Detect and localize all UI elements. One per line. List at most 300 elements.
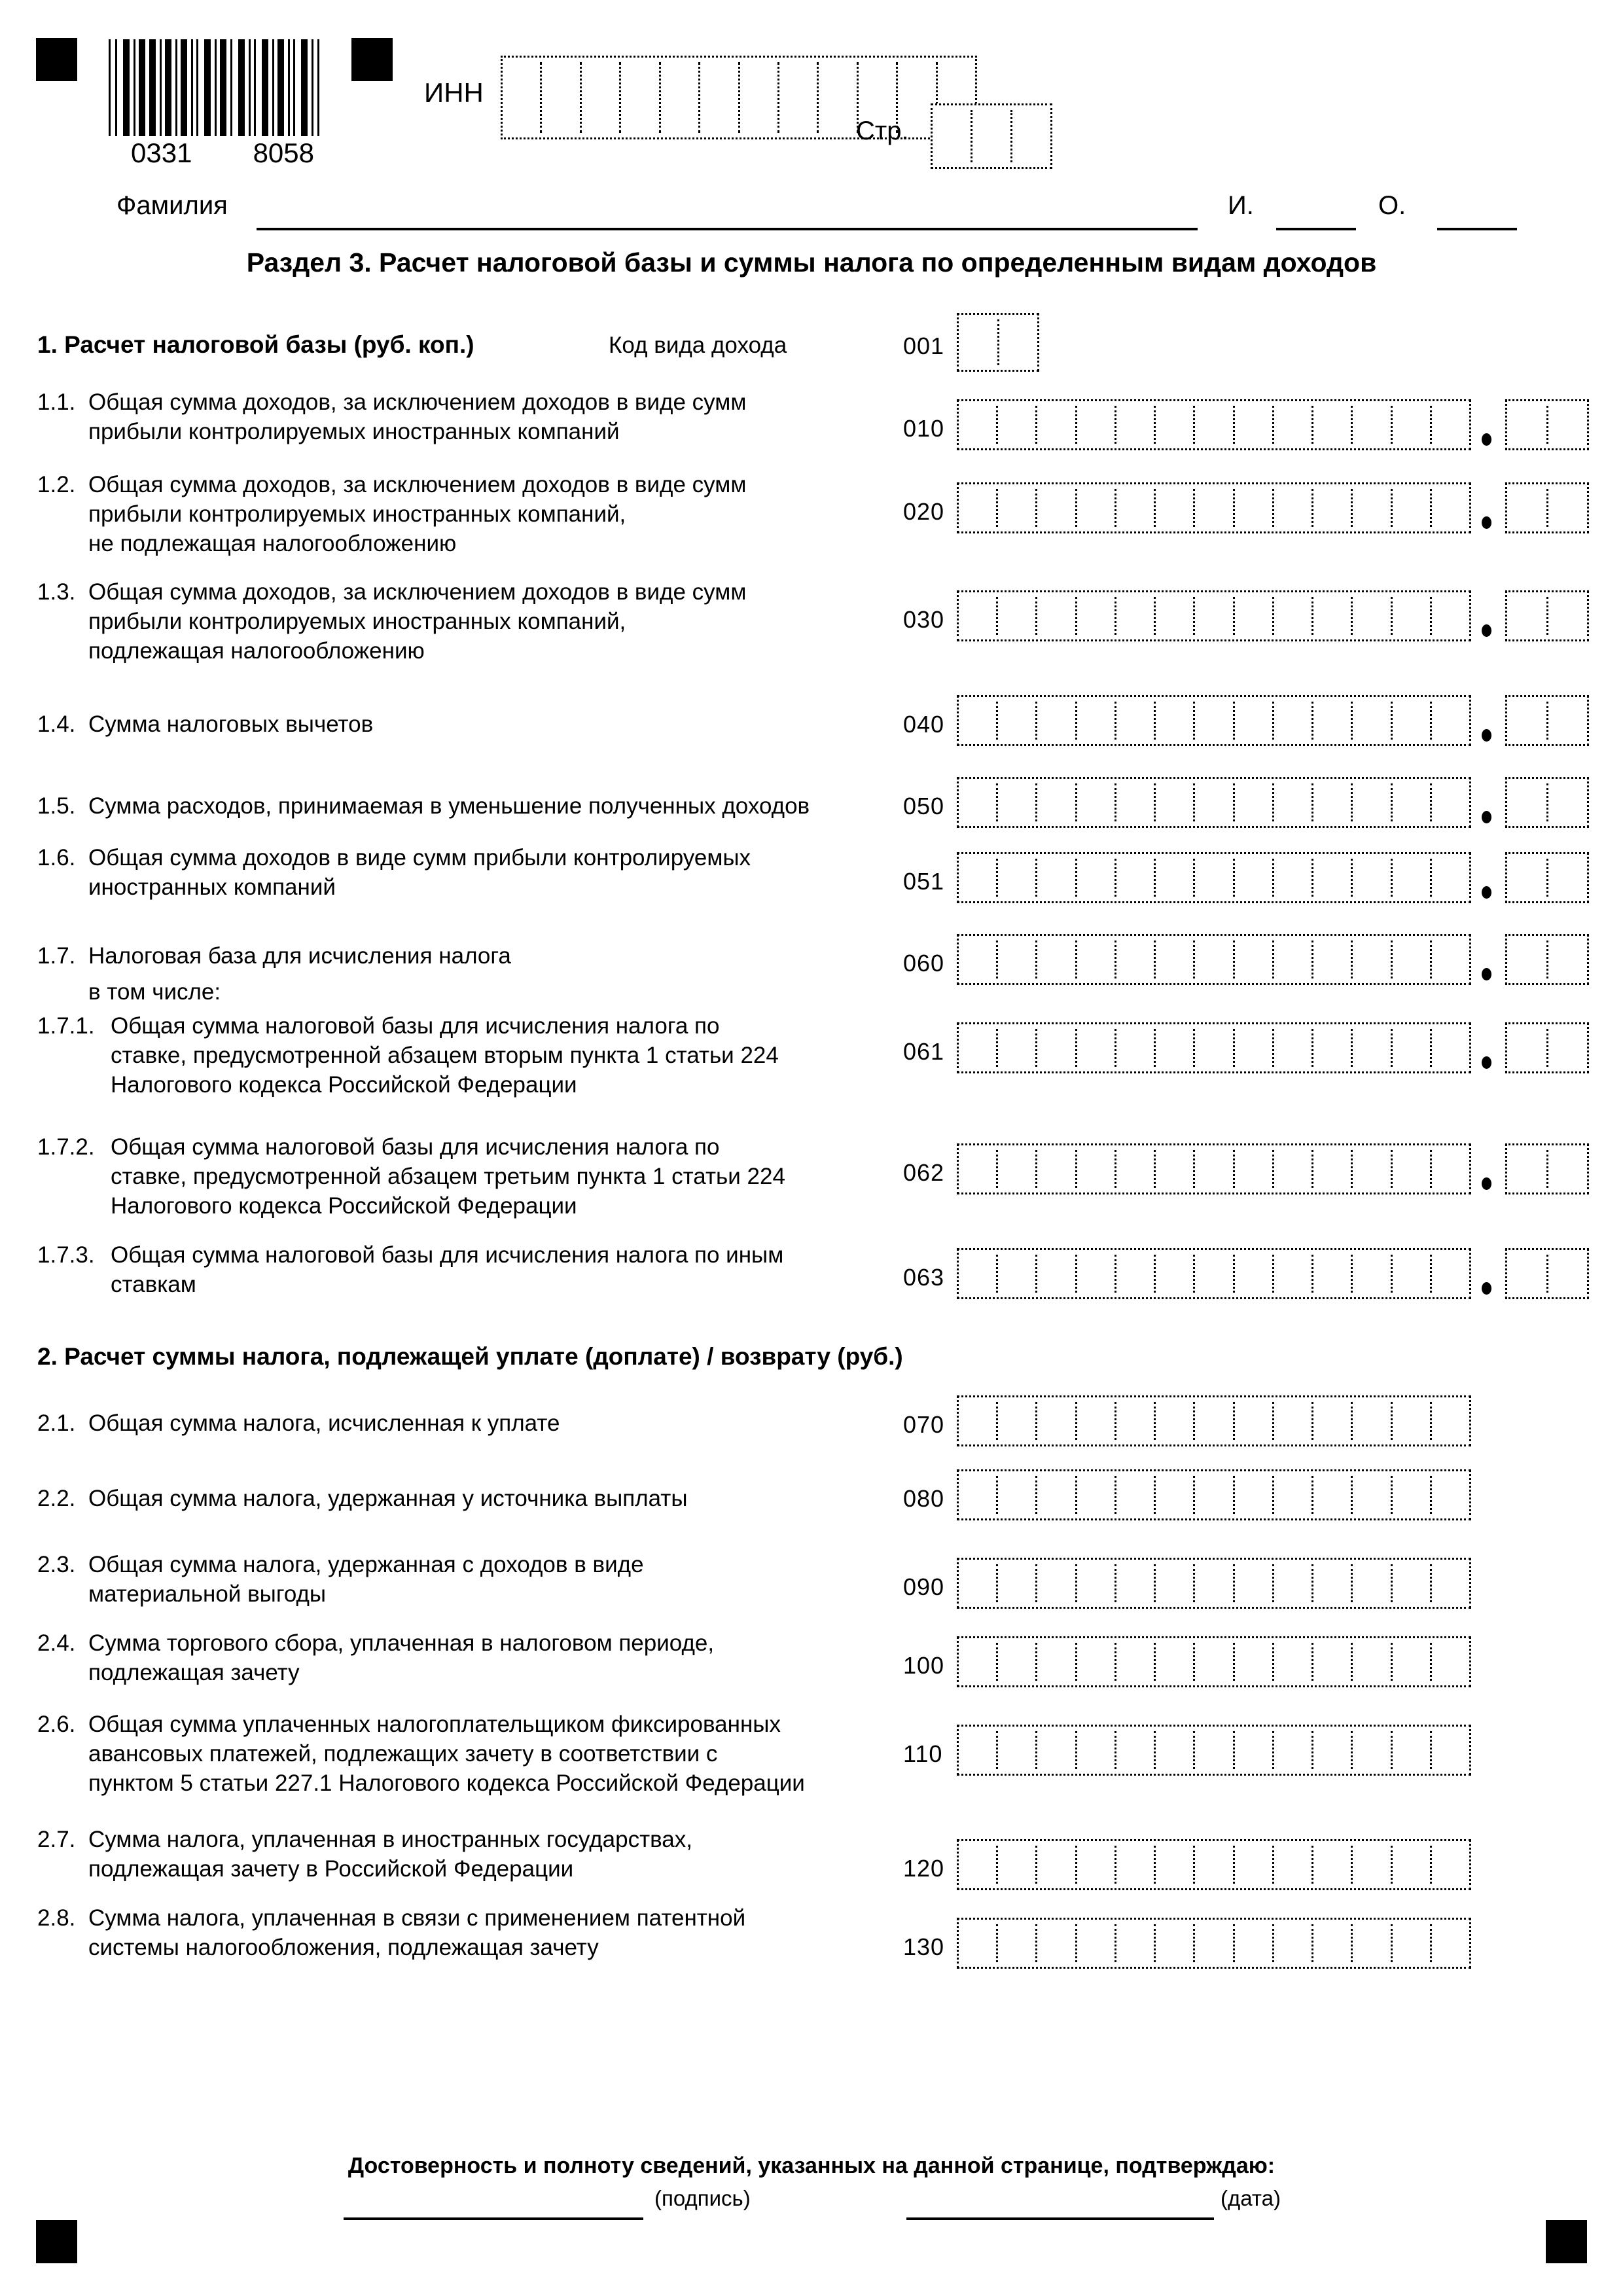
amount-kopecks-field-010[interactable] bbox=[1505, 399, 1589, 450]
row-label: Сумма налоговых вычетов bbox=[88, 711, 374, 737]
field-cell bbox=[959, 1846, 996, 1884]
field-cell bbox=[1430, 1029, 1469, 1067]
row-number: 1.7.1. bbox=[37, 1013, 95, 1039]
field-cell bbox=[996, 1846, 1035, 1884]
field-cell bbox=[1035, 1924, 1075, 1962]
field-cell bbox=[1233, 597, 1272, 635]
field-cell bbox=[959, 1150, 996, 1188]
decimal-separator bbox=[1482, 886, 1491, 899]
first-initial-label: И. bbox=[1228, 191, 1254, 220]
field-cell bbox=[1154, 941, 1193, 978]
field-cell bbox=[1154, 1255, 1193, 1293]
field-cell bbox=[1430, 1731, 1469, 1769]
field-cell bbox=[1035, 783, 1075, 821]
field-cell bbox=[1115, 597, 1154, 635]
row-label: Налоговая база для исчисления налога bbox=[88, 943, 511, 969]
line-code-070: 070 bbox=[903, 1411, 945, 1438]
row-number: 1.3. bbox=[37, 579, 76, 605]
field-cell bbox=[1193, 702, 1232, 740]
field-cell bbox=[959, 1255, 996, 1293]
row-label: прибыли контролируемых иностранных компаний, bbox=[88, 501, 626, 527]
field-cell bbox=[1351, 1564, 1390, 1602]
field-cell bbox=[1193, 489, 1232, 527]
row-label: Общая сумма уплаченных налогоплательщиком фиксированных bbox=[88, 1712, 781, 1737]
field-cell bbox=[1311, 1924, 1351, 1962]
field-cell bbox=[1154, 702, 1193, 740]
barcode-image bbox=[109, 39, 319, 136]
decimal-separator bbox=[1482, 1282, 1491, 1295]
field-cell bbox=[1035, 489, 1075, 527]
amount-kopecks-field-061[interactable] bbox=[1505, 1022, 1589, 1073]
field-cell bbox=[1391, 406, 1430, 444]
row-label: Общая сумма налоговой базы для исчисления налога по иным bbox=[111, 1242, 784, 1268]
line-code-051: 051 bbox=[903, 868, 945, 895]
row-label: пунктом 5 статьи 227.1 Налогового кодекса Российской Федерации bbox=[88, 1770, 805, 1796]
field-cell bbox=[1233, 859, 1272, 897]
row-label: Налогового кодекса Российской Федерации bbox=[111, 1193, 577, 1219]
field-cell bbox=[1154, 1846, 1193, 1884]
amount-field-090[interactable] bbox=[957, 1558, 1471, 1609]
row-label: Налогового кодекса Российской Федерации bbox=[111, 1072, 577, 1098]
field-cell bbox=[1035, 1731, 1075, 1769]
field-cell bbox=[1115, 859, 1154, 897]
page-number-label: Стр. bbox=[856, 117, 909, 145]
decimal-separator bbox=[1482, 433, 1491, 446]
page-number-field[interactable] bbox=[931, 103, 1052, 169]
field-cell bbox=[1075, 1029, 1115, 1067]
row-number: 1.4. bbox=[37, 711, 76, 737]
field-cell bbox=[1311, 702, 1351, 740]
row-number: 2.1. bbox=[37, 1410, 76, 1436]
field-cell bbox=[1115, 1255, 1154, 1293]
row-label: Сумма расходов, принимаемая в уменьшение полученных доходов bbox=[88, 793, 810, 819]
field-cell bbox=[1075, 1643, 1115, 1681]
field-cell bbox=[1272, 1402, 1311, 1440]
field-cell bbox=[1115, 406, 1154, 444]
row-number: 1.5. bbox=[37, 793, 76, 819]
amount-rubles-field-040[interactable] bbox=[957, 695, 1471, 746]
field-cell bbox=[1075, 1476, 1115, 1514]
signature-line[interactable] bbox=[344, 2217, 643, 2220]
income-type-code-field[interactable] bbox=[957, 313, 1039, 372]
field-cell bbox=[1546, 406, 1588, 444]
field-cell bbox=[1351, 859, 1390, 897]
amount-rubles-field-061[interactable] bbox=[957, 1022, 1471, 1073]
form-barcode bbox=[109, 39, 319, 136]
field-cell bbox=[1115, 1150, 1154, 1188]
field-cell bbox=[996, 597, 1035, 635]
line-code-060: 060 bbox=[903, 950, 945, 977]
date-label: (дата) bbox=[1221, 2186, 1281, 2210]
line-code-062: 062 bbox=[903, 1159, 945, 1186]
field-cell bbox=[540, 62, 579, 133]
field-cell bbox=[1430, 1255, 1469, 1293]
amount-kopecks-field-060[interactable] bbox=[1505, 934, 1589, 985]
field-cell bbox=[1115, 1476, 1154, 1514]
field-cell bbox=[1430, 1476, 1469, 1514]
field-cell bbox=[1115, 1643, 1154, 1681]
surname-label: Фамилия bbox=[116, 191, 228, 220]
field-cell bbox=[1233, 489, 1272, 527]
field-cell bbox=[1391, 1924, 1430, 1962]
surname-write-line[interactable] bbox=[257, 228, 1198, 230]
field-cell bbox=[1311, 1846, 1351, 1884]
amount-rubles-field-050[interactable] bbox=[957, 777, 1471, 828]
field-cell bbox=[1154, 859, 1193, 897]
line-code-040: 040 bbox=[903, 711, 945, 738]
field-cell bbox=[1193, 1255, 1232, 1293]
row-sublabel-including: в том числе: bbox=[88, 979, 221, 1005]
field-cell bbox=[996, 702, 1035, 740]
field-cell bbox=[1233, 941, 1272, 978]
field-cell bbox=[1272, 1731, 1311, 1769]
field-cell bbox=[1430, 1643, 1469, 1681]
field-cell bbox=[1035, 702, 1075, 740]
amount-rubles-field-060[interactable] bbox=[957, 934, 1471, 985]
field-cell bbox=[1115, 1846, 1154, 1884]
registration-square-bottom-left bbox=[36, 2220, 77, 2263]
field-cell bbox=[817, 62, 856, 133]
field-cell bbox=[1351, 941, 1390, 978]
field-cell bbox=[1035, 1029, 1075, 1067]
amount-kopecks-field-030[interactable] bbox=[1505, 590, 1589, 641]
field-cell bbox=[959, 1564, 996, 1602]
field-cell bbox=[1546, 1150, 1588, 1188]
field-cell bbox=[1075, 859, 1115, 897]
field-cell bbox=[1193, 1029, 1232, 1067]
field-cell bbox=[1351, 1402, 1390, 1440]
field-cell bbox=[959, 1402, 996, 1440]
field-cell bbox=[1311, 859, 1351, 897]
field-cell bbox=[1035, 1150, 1075, 1188]
field-cell bbox=[1272, 1643, 1311, 1681]
field-cell bbox=[1035, 859, 1075, 897]
field-cell bbox=[996, 1643, 1035, 1681]
field-cell bbox=[1351, 597, 1390, 635]
amount-kopecks-field-050[interactable] bbox=[1505, 777, 1589, 828]
field-cell bbox=[1391, 1255, 1430, 1293]
field-cell bbox=[1391, 859, 1430, 897]
field-cell bbox=[1035, 941, 1075, 978]
field-cell bbox=[1311, 941, 1351, 978]
amount-field-130[interactable] bbox=[957, 1918, 1471, 1969]
field-cell bbox=[1035, 1643, 1075, 1681]
field-cell bbox=[1272, 597, 1311, 635]
field-cell bbox=[1311, 1564, 1351, 1602]
field-cell bbox=[996, 1564, 1035, 1602]
amount-kopecks-field-063[interactable] bbox=[1505, 1248, 1589, 1299]
patronymic-initial-label: О. bbox=[1378, 191, 1406, 220]
row-number: 2.2. bbox=[37, 1486, 76, 1511]
barcode-digits-left: 0331 bbox=[131, 137, 192, 168]
row-label: Общая сумма налога, исчисленная к уплате bbox=[88, 1410, 560, 1436]
barcode-digits bbox=[131, 137, 314, 169]
field-cell bbox=[1193, 783, 1232, 821]
field-cell bbox=[1233, 1255, 1272, 1293]
field-cell bbox=[971, 110, 1010, 162]
field-cell bbox=[1351, 702, 1390, 740]
row-label: материальной выгоды bbox=[88, 1581, 327, 1607]
field-cell bbox=[1391, 1476, 1430, 1514]
field-cell bbox=[1115, 1731, 1154, 1769]
field-cell bbox=[1115, 1564, 1154, 1602]
section1-heading: 1. Расчет налоговой базы (руб. коп.) bbox=[37, 331, 474, 358]
line-code-030: 030 bbox=[903, 606, 945, 633]
field-cell bbox=[1351, 1476, 1390, 1514]
field-cell bbox=[1546, 859, 1588, 897]
field-cell bbox=[1233, 1029, 1272, 1067]
row-label: не подлежащая налогообложению bbox=[88, 531, 457, 556]
field-cell bbox=[1546, 489, 1588, 527]
field-cell bbox=[1075, 702, 1115, 740]
field-cell bbox=[1507, 1029, 1546, 1067]
field-cell bbox=[1233, 702, 1272, 740]
decimal-separator bbox=[1482, 729, 1491, 742]
field-cell bbox=[996, 1150, 1035, 1188]
amount-field-070[interactable] bbox=[957, 1395, 1471, 1446]
field-cell bbox=[1430, 1846, 1469, 1884]
field-cell bbox=[959, 489, 996, 527]
amount-rubles-field-020[interactable] bbox=[957, 482, 1471, 533]
field-cell bbox=[1115, 1029, 1154, 1067]
line-code-090: 090 bbox=[903, 1573, 945, 1600]
field-cell bbox=[1351, 1255, 1390, 1293]
amount-rubles-field-051[interactable] bbox=[957, 852, 1471, 903]
field-cell bbox=[996, 941, 1035, 978]
confirmation-statement: Достоверность и полноту сведений, указанных на данной странице, подтверждаю: bbox=[348, 2153, 1275, 2178]
line-code-050: 050 bbox=[903, 793, 945, 819]
field-cell bbox=[1391, 1731, 1430, 1769]
field-cell bbox=[1430, 1564, 1469, 1602]
field-cell bbox=[1154, 1731, 1193, 1769]
field-cell bbox=[1351, 1643, 1390, 1681]
field-cell bbox=[1035, 406, 1075, 444]
row-number: 2.3. bbox=[37, 1552, 76, 1577]
field-cell bbox=[1154, 1643, 1193, 1681]
field-cell bbox=[1546, 702, 1588, 740]
field-cell bbox=[1311, 1643, 1351, 1681]
row-label: Сумма налога, уплаченная в иностранных государствах, bbox=[88, 1827, 692, 1852]
field-cell bbox=[1115, 941, 1154, 978]
row-number: 1.7.2. bbox=[37, 1134, 95, 1160]
field-cell bbox=[959, 941, 996, 978]
row-label: прибыли контролируемых иностранных компаний bbox=[88, 419, 620, 444]
field-cell bbox=[1546, 941, 1588, 978]
registration-square-top-left bbox=[36, 38, 77, 81]
row-label: Общая сумма доходов, за исключением доходов в виде сумм bbox=[88, 579, 747, 605]
line-code-001: 001 bbox=[903, 332, 945, 359]
field-cell bbox=[1430, 702, 1469, 740]
field-cell bbox=[1507, 783, 1546, 821]
signature-label: (подпись) bbox=[654, 2186, 751, 2210]
amount-field-080[interactable] bbox=[957, 1469, 1471, 1520]
field-cell bbox=[1351, 1731, 1390, 1769]
row-label: Общая сумма доходов в виде сумм прибыли контролируемых bbox=[88, 845, 751, 870]
field-cell bbox=[1115, 783, 1154, 821]
field-cell bbox=[996, 1924, 1035, 1962]
field-cell bbox=[1430, 489, 1469, 527]
field-cell bbox=[1035, 1476, 1075, 1514]
field-cell bbox=[1311, 1255, 1351, 1293]
field-cell bbox=[1193, 406, 1232, 444]
field-cell bbox=[1115, 702, 1154, 740]
field-cell bbox=[996, 489, 1035, 527]
field-cell bbox=[1154, 1924, 1193, 1962]
field-cell bbox=[1430, 783, 1469, 821]
decimal-separator bbox=[1482, 624, 1491, 637]
field-cell bbox=[1391, 1846, 1430, 1884]
row-number: 1.7.3. bbox=[37, 1242, 95, 1268]
field-cell bbox=[1154, 1150, 1193, 1188]
field-cell bbox=[1010, 110, 1050, 162]
row-label: Общая сумма доходов, за исключением доходов в виде сумм bbox=[88, 389, 747, 415]
field-cell bbox=[777, 62, 817, 133]
patronymic-initial-write-line[interactable] bbox=[1437, 228, 1517, 230]
amount-kopecks-field-020[interactable] bbox=[1505, 482, 1589, 533]
income-type-code-label: Код вида дохода bbox=[609, 332, 787, 358]
section3-title: Раздел 3. Расчет налоговой базы и суммы налога по определенным видам доходов bbox=[246, 247, 1377, 278]
field-cell bbox=[1233, 1924, 1272, 1962]
field-cell bbox=[1272, 1846, 1311, 1884]
field-cell bbox=[959, 597, 996, 635]
amount-rubles-field-030[interactable] bbox=[957, 590, 1471, 641]
line-code-110: 110 bbox=[903, 1740, 943, 1767]
row-number: 2.7. bbox=[37, 1827, 76, 1852]
field-cell bbox=[1351, 489, 1390, 527]
field-cell bbox=[1193, 1564, 1232, 1602]
field-cell bbox=[1154, 1029, 1193, 1067]
field-cell bbox=[1311, 489, 1351, 527]
field-cell bbox=[997, 319, 1038, 365]
field-cell bbox=[959, 783, 996, 821]
field-cell bbox=[1193, 1846, 1232, 1884]
field-cell bbox=[1311, 1150, 1351, 1188]
amount-kopecks-field-062[interactable] bbox=[1505, 1143, 1589, 1194]
field-cell bbox=[1115, 1924, 1154, 1962]
amount-kopecks-field-051[interactable] bbox=[1505, 852, 1589, 903]
field-cell bbox=[1430, 1402, 1469, 1440]
field-cell bbox=[1233, 783, 1272, 821]
field-cell bbox=[1430, 406, 1469, 444]
amount-kopecks-field-040[interactable] bbox=[1505, 695, 1589, 746]
row-label: подлежащая зачету bbox=[88, 1660, 300, 1685]
field-cell bbox=[1430, 859, 1469, 897]
field-cell bbox=[1507, 941, 1546, 978]
field-cell bbox=[996, 783, 1035, 821]
field-cell bbox=[659, 62, 698, 133]
field-cell bbox=[1391, 702, 1430, 740]
field-cell bbox=[996, 859, 1035, 897]
field-cell bbox=[1272, 783, 1311, 821]
field-cell bbox=[1193, 859, 1232, 897]
field-cell bbox=[959, 319, 997, 365]
field-cell bbox=[1272, 1924, 1311, 1962]
date-line[interactable] bbox=[906, 2217, 1214, 2220]
row-label: подлежащая зачету в Российской Федерации bbox=[88, 1856, 574, 1882]
field-cell bbox=[996, 1402, 1035, 1440]
field-cell bbox=[1351, 1029, 1390, 1067]
line-code-120: 120 bbox=[903, 1855, 945, 1882]
field-cell bbox=[1311, 1402, 1351, 1440]
field-cell bbox=[1154, 406, 1193, 444]
decimal-separator bbox=[1482, 1177, 1491, 1190]
field-cell bbox=[1075, 406, 1115, 444]
field-cell bbox=[1075, 489, 1115, 527]
line-code-061: 061 bbox=[903, 1038, 945, 1065]
field-cell bbox=[1115, 1402, 1154, 1440]
field-cell bbox=[1430, 1150, 1469, 1188]
amount-rubles-field-010[interactable] bbox=[957, 399, 1471, 450]
row-number: 2.8. bbox=[37, 1905, 76, 1931]
registration-square-bottom-right bbox=[1546, 2220, 1587, 2263]
row-number: 1.2. bbox=[37, 472, 76, 497]
field-cell bbox=[1154, 1476, 1193, 1514]
field-cell bbox=[959, 1476, 996, 1514]
field-cell bbox=[933, 110, 971, 162]
decimal-separator bbox=[1482, 811, 1491, 823]
amount-field-120[interactable] bbox=[957, 1839, 1471, 1890]
field-cell bbox=[996, 1731, 1035, 1769]
row-number: 1.1. bbox=[37, 389, 76, 415]
field-cell bbox=[1075, 1150, 1115, 1188]
field-cell bbox=[1311, 1476, 1351, 1514]
field-cell bbox=[996, 1476, 1035, 1514]
row-label: ставкам bbox=[111, 1272, 196, 1297]
field-cell bbox=[1075, 783, 1115, 821]
field-cell bbox=[698, 62, 738, 133]
decimal-separator bbox=[1482, 516, 1491, 529]
field-cell bbox=[1075, 1731, 1115, 1769]
field-cell bbox=[1154, 1564, 1193, 1602]
row-label: авансовых платежей, подлежащих зачету в соответствии с bbox=[88, 1741, 718, 1767]
field-cell bbox=[1115, 489, 1154, 527]
field-cell bbox=[1351, 783, 1390, 821]
amount-rubles-field-062[interactable] bbox=[957, 1143, 1471, 1194]
field-cell bbox=[1507, 702, 1546, 740]
field-cell bbox=[1391, 1564, 1430, 1602]
field-cell bbox=[1391, 1150, 1430, 1188]
field-cell bbox=[996, 1029, 1035, 1067]
field-cell bbox=[1430, 1924, 1469, 1962]
field-cell bbox=[1233, 1846, 1272, 1884]
line-code-080: 080 bbox=[903, 1485, 945, 1512]
field-cell bbox=[1035, 1402, 1075, 1440]
line-code-010: 010 bbox=[903, 415, 945, 442]
field-cell bbox=[1035, 1846, 1075, 1884]
field-cell bbox=[1311, 1731, 1351, 1769]
line-code-100: 100 bbox=[903, 1652, 945, 1679]
first-initial-write-line[interactable] bbox=[1276, 228, 1356, 230]
field-cell bbox=[1351, 406, 1390, 444]
amount-field-100[interactable] bbox=[957, 1636, 1471, 1687]
field-cell bbox=[619, 62, 658, 133]
field-cell bbox=[1311, 406, 1351, 444]
row-label: Сумма торгового сбора, уплаченная в налоговом периоде, bbox=[88, 1630, 715, 1656]
amount-rubles-field-063[interactable] bbox=[957, 1248, 1471, 1299]
registration-square-top-inner bbox=[351, 38, 393, 81]
field-cell bbox=[1035, 1564, 1075, 1602]
field-cell bbox=[1154, 783, 1193, 821]
field-cell bbox=[1193, 1643, 1232, 1681]
decimal-separator bbox=[1482, 968, 1491, 980]
field-cell bbox=[1233, 1476, 1272, 1514]
field-cell bbox=[1154, 1402, 1193, 1440]
amount-field-110[interactable] bbox=[957, 1725, 1471, 1776]
row-label: ставке, предусмотренной абзацем вторым пункта 1 статьи 224 bbox=[111, 1043, 779, 1068]
inn-label: ИНН bbox=[424, 77, 484, 108]
field-cell bbox=[1546, 1255, 1588, 1293]
field-cell bbox=[580, 62, 619, 133]
